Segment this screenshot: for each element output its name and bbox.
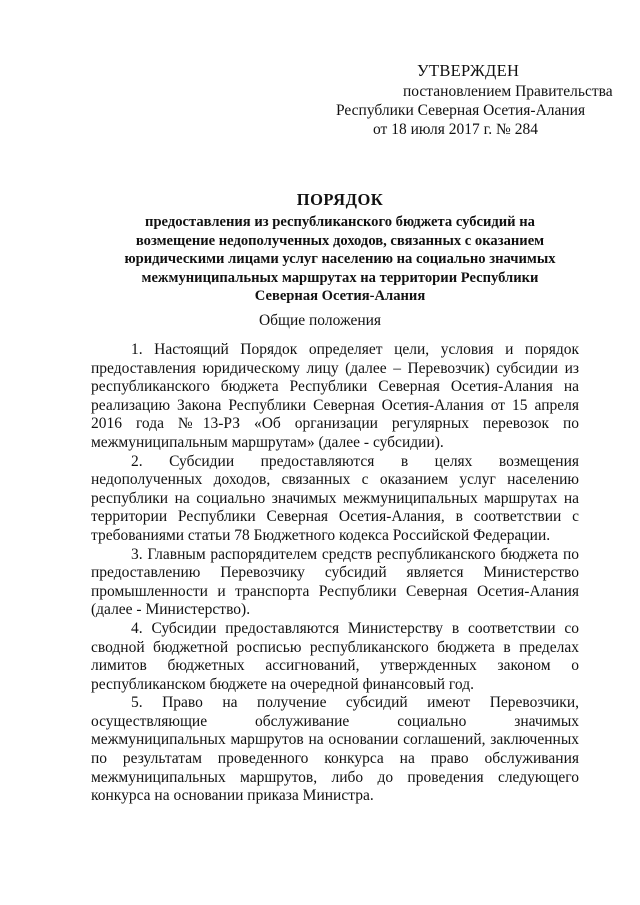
approval-line-3: от 18 июля 2017 г. № 284 xyxy=(373,121,538,138)
section-title: Общие положения xyxy=(258,312,382,329)
document-body xyxy=(91,341,579,806)
approval-title: УТВЕРЖДЕН xyxy=(417,61,520,80)
document-title: ПОРЯДОК xyxy=(296,190,384,209)
approval-line-1: постановлением Правительства xyxy=(403,83,613,100)
paragraph: 4. Субсидии предоставляются Министерству в соответствии со сводной бюджетной росписью республиканского бюджета в пределах лимитов бюджетных ассигнований, утвержденных законом о республиканском бюджете на очередной финансовый год. xyxy=(91,619,579,693)
paragraph: 5. Право на получение субсидий имеют Перевозчики, осуществляющие обслуживание социально значимых межмуниципальных маршрутов на основании соглашений, заключенных по результатам проведенного конкурса на право обслуживания межмуниципальных маршрутов, либо до проведения следующего конкурса на основании приказа Министра. xyxy=(91,694,579,805)
paragraph: 1. Настоящий Порядок определяет цели, условия и порядок предоставления юридическому лицу (далее – Перевозчик) субсидии из республиканского бюджета Республики Северная Осетия-Алания на реализацию Закона Республики Северная Осетия-Алания от 15 апреля 2016 года №13-РЗ «Об организации регулярных перевозок по межмуниципальным маршрутам» (далее - субсидии). xyxy=(91,341,579,451)
paragraph: 3. Главным распорядителем средств республиканского бюджета по предоставлению Перевозчику субсидий является Министерство промышленности и транспорта Республики Северная Осетия-Алания (далее - Министерство). xyxy=(91,545,579,619)
paragraph: 2. Субсидии предоставляются в целях возмещения недополученных доходов, связанных с оказанием услуг населению республики на социально значимых межмуниципальных маршрутах на территории Республики Северная Осетия-Алания, в соответствии с требованиями статьи 78 Бюджетного кодекса Российской Федерации. xyxy=(91,452,579,544)
document-heading xyxy=(118,190,562,306)
document-subtitle: предоставления из республиканского бюджета субсидий на возмещение недополученных доходов, связанных с оказанием юридическими лицами услуг населению на социально значимых межмуниципальных маршрутах на территории Республики Северная Осетия-Алания xyxy=(124,214,556,305)
approval-line-2: Республики Северная Осетия-Алания xyxy=(336,102,586,119)
